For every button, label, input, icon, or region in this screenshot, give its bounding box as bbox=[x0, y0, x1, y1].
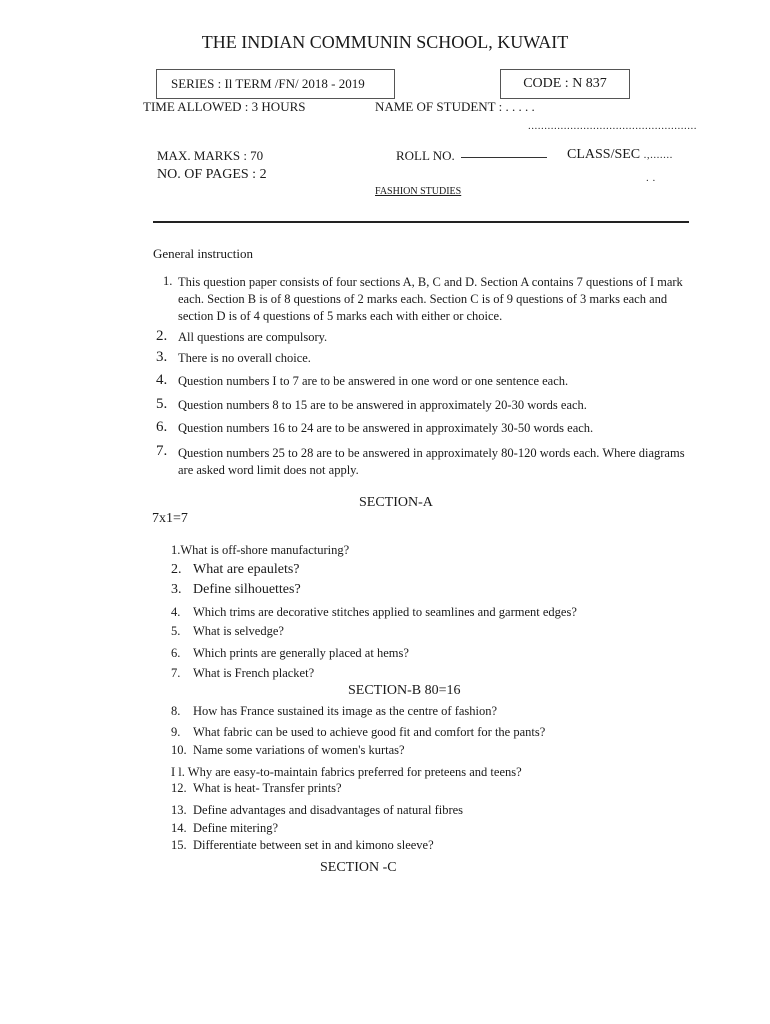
school-title: THE INDIAN COMMUNIN SCHOOL, KUWAIT bbox=[201, 32, 569, 52]
question-text: Define advantages and disadvantages of natural fibres bbox=[193, 803, 464, 817]
question-text: What is French placket? bbox=[193, 666, 315, 680]
section-b-title: SECTION-B 80=16 bbox=[348, 683, 461, 698]
question-8 bbox=[171, 704, 497, 719]
question-3 bbox=[171, 582, 301, 598]
pages-dots: . . bbox=[646, 172, 656, 184]
question-number: 3. bbox=[171, 582, 182, 597]
instruction-6-number: 6. bbox=[156, 419, 168, 435]
question-text: Which prints are generally placed at hems? bbox=[193, 646, 409, 660]
question-number: 4. bbox=[171, 605, 181, 619]
question-text: Which trims are decorative stitches applied to seamlines and garment edges? bbox=[193, 605, 577, 619]
instructions-heading: General instruction bbox=[153, 246, 253, 261]
question-number: 13. bbox=[171, 803, 187, 817]
question-text: Differentiate between set in and kimono sleeve? bbox=[193, 838, 434, 852]
instruction-1-number: 1. bbox=[163, 274, 173, 288]
question-number: 9. bbox=[171, 725, 181, 739]
question-15 bbox=[171, 838, 434, 853]
instruction-5-text: Question numbers 8 to 15 are to be answered in approximately 20-30 words each. bbox=[178, 398, 587, 412]
time-allowed: TIME ALLOWED : 3 HOURS bbox=[143, 99, 306, 114]
question-number: 15. bbox=[171, 838, 187, 852]
question-number: I l. bbox=[171, 765, 185, 779]
question-text: Why are easy-to-maintain fabrics preferred for preteens and teens? bbox=[187, 765, 522, 779]
question-text: What is off-shore manufacturing? bbox=[180, 543, 350, 557]
question-14 bbox=[171, 821, 278, 836]
code-box: CODE : N 837 bbox=[500, 69, 630, 99]
question-number: 5. bbox=[171, 624, 181, 638]
question-text: What is selvedge? bbox=[193, 624, 284, 638]
question-11 bbox=[171, 765, 522, 780]
question-4 bbox=[171, 605, 577, 620]
instruction-2-text: All questions are compulsory. bbox=[178, 330, 328, 344]
series-box: SERIES : Il TERM /FN/ 2018 - 2019 bbox=[156, 69, 395, 99]
question-text: Define mitering? bbox=[193, 821, 279, 835]
class-sec-dots: .,....... bbox=[643, 149, 673, 161]
section-a-title: SECTION-A bbox=[359, 495, 433, 510]
roll-no-blank bbox=[461, 157, 547, 158]
question-6 bbox=[171, 646, 409, 661]
question-number: 12. bbox=[171, 781, 187, 795]
question-number: 14. bbox=[171, 821, 187, 835]
instruction-3-number: 3. bbox=[156, 349, 168, 365]
instruction-1-text: This question paper consists of four sections A, B, C and D. Section A contains 7 questions of I mark each. Section B is of 8 questions of 2 marks each. Section C is of 9 questions of 3 marks each and section D is of 4 questions of 5 marks each with either or choice. bbox=[178, 275, 683, 323]
question-10 bbox=[171, 743, 405, 758]
name-dots: .................................................... bbox=[528, 120, 697, 132]
instruction-7-number: 7. bbox=[156, 443, 168, 459]
section-c-title: SECTION -C bbox=[320, 860, 397, 875]
question-text: What is heat- Transfer prints? bbox=[193, 781, 342, 795]
instruction-7-text: Question numbers 25 to 28 are to be answered in approximately 80-120 words each. Where diagrams are asked word limit does not apply. bbox=[178, 446, 685, 477]
instruction-6-text: Question numbers 16 to 24 are to be answered in approximately 30-50 words each. bbox=[178, 421, 594, 435]
question-text: How has France sustained its image as the centre of fashion? bbox=[193, 704, 498, 718]
question-2 bbox=[171, 562, 300, 578]
question-number: 10. bbox=[171, 743, 187, 757]
question-text: Define silhouettes? bbox=[193, 582, 301, 597]
question-text: What fabric can be used to achieve good fit and comfort for the pants? bbox=[193, 725, 546, 739]
class-sec-label: CLASS/SEC bbox=[567, 147, 641, 162]
question-number: 6. bbox=[171, 646, 181, 660]
question-12 bbox=[171, 781, 342, 796]
name-of-student-label: NAME OF STUDENT : . . . . . bbox=[375, 99, 535, 114]
instruction-3-text: There is no overall choice. bbox=[178, 351, 311, 365]
section-a-marks: 7x1=7 bbox=[152, 511, 188, 526]
question-number: 8. bbox=[171, 704, 181, 718]
question-1 bbox=[171, 543, 349, 558]
question-number: 7. bbox=[171, 666, 181, 680]
roll-no-label: ROLL NO. bbox=[396, 148, 455, 163]
header-divider bbox=[153, 221, 689, 223]
question-13 bbox=[171, 803, 463, 818]
question-number: 2. bbox=[171, 562, 182, 577]
instruction-2-number: 2. bbox=[156, 328, 168, 344]
question-5 bbox=[171, 624, 284, 639]
question-9 bbox=[171, 725, 545, 740]
question-7 bbox=[171, 666, 314, 681]
question-number: 1. bbox=[171, 543, 181, 557]
instruction-5-number: 5. bbox=[156, 396, 168, 412]
question-text: What are epaulets? bbox=[193, 562, 300, 577]
number-of-pages: NO. OF PAGES : 2 bbox=[157, 167, 267, 182]
instruction-4-text: Question numbers I to 7 are to be answered in one word or one sentence each. bbox=[178, 374, 569, 388]
max-marks: MAX. MARKS : 70 bbox=[157, 148, 264, 163]
subject-title: FASHION STUDIES bbox=[375, 186, 462, 197]
class-sec-field bbox=[567, 147, 673, 163]
question-text: Name some variations of women's kurtas? bbox=[193, 743, 405, 757]
roll-no-field bbox=[396, 148, 547, 164]
instruction-4-number: 4. bbox=[156, 372, 168, 388]
